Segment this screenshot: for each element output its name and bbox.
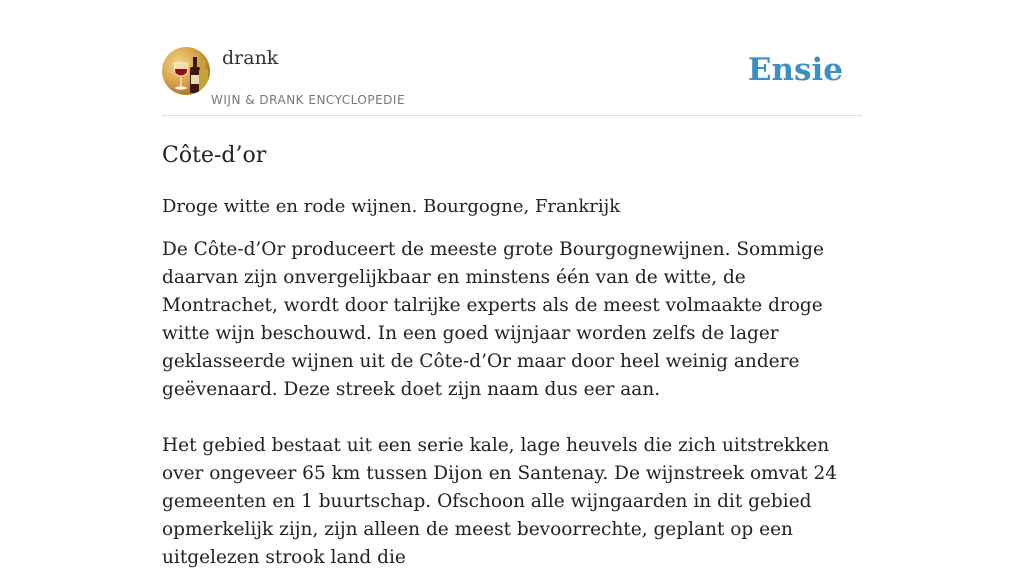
- page: [162, 0, 862, 572]
- header: [162, 0, 862, 116]
- wine-bottle-glass-icon[interactable]: [162, 47, 210, 95]
- article-paragraph: Het gebied bestaat uit een serie kale, lage heuvels die zich uitstrekken over ongeveer 65 km tussen Dijon en Santenay. De wijnstreek omvat 24 gemeenten en 1 buurtschap. Ofschoon alle wijngaarden in dit gebied opmerkelijk zijn, zijn alleen de meest bevoorrechte, geplant op een uitgelezen strook land die: [162, 435, 838, 568]
- encyclopedia-subtitle: WIJN & DRANK ENCYCLOPEDIE: [211, 93, 406, 107]
- article-lead: Droge witte en rode wijnen. Bourgogne, Frankrijk: [162, 196, 621, 217]
- brand-logo[interactable]: Ensie: [747, 52, 843, 88]
- article-title: Côte-d’or: [162, 143, 267, 168]
- article-paragraph: De Côte-d’Or produceert de meeste grote Bourgognewijnen. Sommige daarvan zijn onvergelijkbaar en minstens één van de witte, de Montrachet, wordt door talrijke experts als de meest volmaakte droge witte wijn beschouwd. In een goed wijnjaar worden zelfs de lager geklasseerde wijnen uit de Côte-d’Or maar door heel weinig andere geëvenaard. Deze streek doet zijn naam dus eer aan.: [162, 239, 824, 400]
- category-link[interactable]: drank: [222, 47, 279, 69]
- article-body: [162, 236, 862, 572]
